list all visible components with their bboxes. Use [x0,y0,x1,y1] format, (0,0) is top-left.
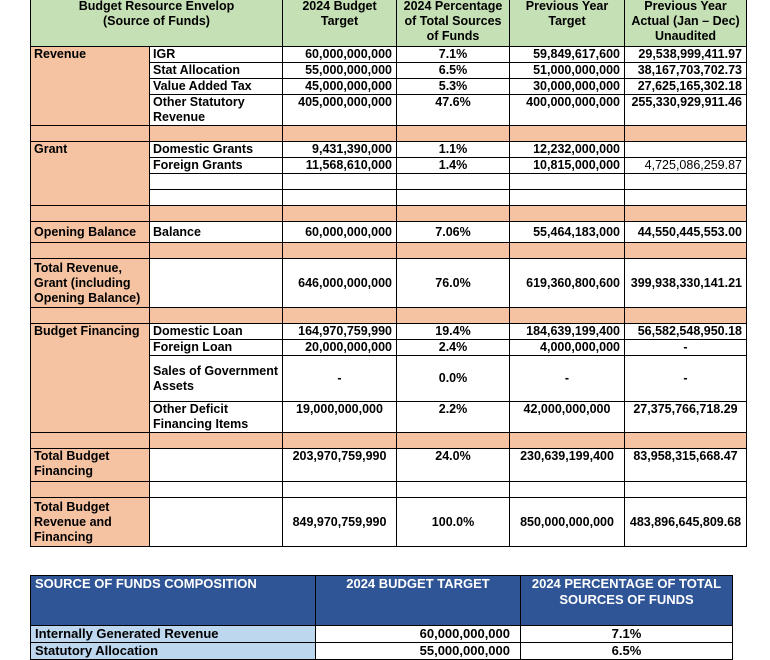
previous-target-value: 4,000,000,000 [510,340,625,356]
total-revenue-label: Total Revenue, Grant (including Opening Balance) [31,259,150,308]
row-label: IGR [150,47,283,63]
composition-percentage: 7.1% [521,626,733,643]
percentage-value: 2.2% [397,402,510,433]
row-label: Other Deficit Financing Items [150,402,283,433]
budget-value: 11,568,610,000 [283,158,397,174]
previous-target-value: 230,639,199,400 [510,449,625,482]
budget-value: 55,000,000,000 [283,63,397,79]
total-budget-label: Total Budget Revenue and Financing [31,498,150,547]
section-label-revenue: Revenue [31,47,150,126]
percentage-value: 76.0% [397,259,510,308]
budget-value: 60,000,000,000 [283,47,397,63]
section-label-grant: Grant [31,142,150,206]
previous-target-value: 51,000,000,000 [510,63,625,79]
composition-budget: 60,000,000,000 [316,626,521,643]
spacer-row [31,126,747,142]
percentage-value: 7.06% [397,222,510,243]
percentage-value: 24.0% [397,449,510,482]
previous-target-value: 42,000,000,000 [510,402,625,433]
previous-actual-value: 29,538,999,411.97 [625,47,747,63]
spacer-row [31,433,747,449]
previous-actual-value: - [625,356,747,402]
spacer-row [31,243,747,259]
table-header-row [31,0,747,47]
percentage-value: 7.1% [397,47,510,63]
row-label: Domestic Grants [150,142,283,158]
composition-percentage: 6.5% [521,643,733,660]
table-row [31,643,733,660]
budget-value: 849,970,759,990 [283,498,397,547]
budget-value: 164,970,759,990 [283,324,397,340]
header-percentage: 2024 Percentage of Total Sources of Funds [397,0,510,47]
header-resource-envelop: Budget Resource Envelop (Source of Funds) [31,0,283,47]
percentage-value: 100.0% [397,498,510,547]
composition-label: Statutory Allocation [31,643,316,660]
composition-label: Internally Generated Revenue [31,626,316,643]
previous-actual-value: 56,582,548,950.18 [625,324,747,340]
row-label: Domestic Loan [150,324,283,340]
budget-value: - [283,356,397,402]
row-label: Value Added Tax [150,79,283,95]
budget-value: 20,000,000,000 [283,340,397,356]
previous-actual-value: - [625,340,747,356]
previous-target-value: 30,000,000,000 [510,79,625,95]
table-row [31,626,733,643]
table-row [31,47,747,63]
row-label: Stat Allocation [150,63,283,79]
previous-actual-value: 27,625,165,302.18 [625,79,747,95]
previous-actual-value: 38,167,703,702.73 [625,63,747,79]
source-of-funds-composition-table [30,575,733,660]
section-label-opening-balance: Opening Balance [31,222,150,243]
previous-actual-value: 4,725,086,259.87 [625,158,747,174]
table-row [31,222,747,243]
budget-value: 646,000,000,000 [283,259,397,308]
spacer-row [31,308,747,324]
table-row [31,449,747,482]
budget-value: 405,000,000,000 [283,95,397,126]
percentage-value: 47.6% [397,95,510,126]
total-financing-label: Total Budget Financing [31,449,150,482]
section-label-budget-financing: Budget Financing [31,324,150,433]
budget-value: 9,431,390,000 [283,142,397,158]
table-row [31,259,747,308]
row-label: Foreign Grants [150,158,283,174]
header-previous-actual: Previous Year Actual (Jan – Dec) Unaudited [625,0,747,47]
previous-target-value: 12,232,000,000 [510,142,625,158]
previous-actual-value: 44,550,445,553.00 [625,222,747,243]
budget-value: 19,000,000,000 [283,402,397,433]
header-previous-target: Previous Year Target [510,0,625,47]
composition-header-label: SOURCE OF FUNDS COMPOSITION [31,576,316,626]
previous-target-value: 619,360,800,600 [510,259,625,308]
composition-header-row [31,576,733,626]
empty-cell [150,259,283,308]
budget-value: 60,000,000,000 [283,222,397,243]
budget-value: 45,000,000,000 [283,79,397,95]
previous-target-value: - [510,356,625,402]
previous-target-value: 59,849,617,600 [510,47,625,63]
percentage-value: 2.4% [397,340,510,356]
row-label: Balance [150,222,283,243]
percentage-value: 5.3% [397,79,510,95]
percentage-value: 1.4% [397,158,510,174]
spacer-row [31,482,747,498]
previous-actual-value: 255,330,929,911.46 [625,95,747,126]
row-label: Sales of Government Assets [150,356,283,402]
composition-header-percentage: 2024 PERCENTAGE OF TOTAL SOURCES OF FUNDS [521,576,733,626]
row-label: Other Statutory Revenue [150,95,283,126]
previous-actual-value: 483,896,645,809.68 [625,498,747,547]
percentage-value: 0.0% [397,356,510,402]
empty-cell [150,449,283,482]
header-budget-target: 2024 Budget Target [283,0,397,47]
budget-value: 203,970,759,990 [283,449,397,482]
table-row [31,498,747,547]
previous-target-value: 400,000,000,000 [510,95,625,126]
percentage-value: 1.1% [397,142,510,158]
row-label: Foreign Loan [150,340,283,356]
previous-target-value: 184,639,199,400 [510,324,625,340]
previous-target-value: 850,000,000,000 [510,498,625,547]
percentage-value: 6.5% [397,63,510,79]
empty-cell [150,498,283,547]
previous-actual-value [625,142,747,158]
budget-resource-table [30,0,747,547]
previous-actual-value: 83,958,315,668.47 [625,449,747,482]
previous-actual-value: 27,375,766,718.29 [625,402,747,433]
spacer-row [31,206,747,222]
table-row [31,142,747,158]
previous-target-value: 10,815,000,000 [510,158,625,174]
percentage-value: 19.4% [397,324,510,340]
table-row [31,324,747,340]
previous-target-value: 55,464,183,000 [510,222,625,243]
previous-actual-value: 399,938,330,141.21 [625,259,747,308]
composition-budget: 55,000,000,000 [316,643,521,660]
composition-header-budget: 2024 BUDGET TARGET [316,576,521,626]
